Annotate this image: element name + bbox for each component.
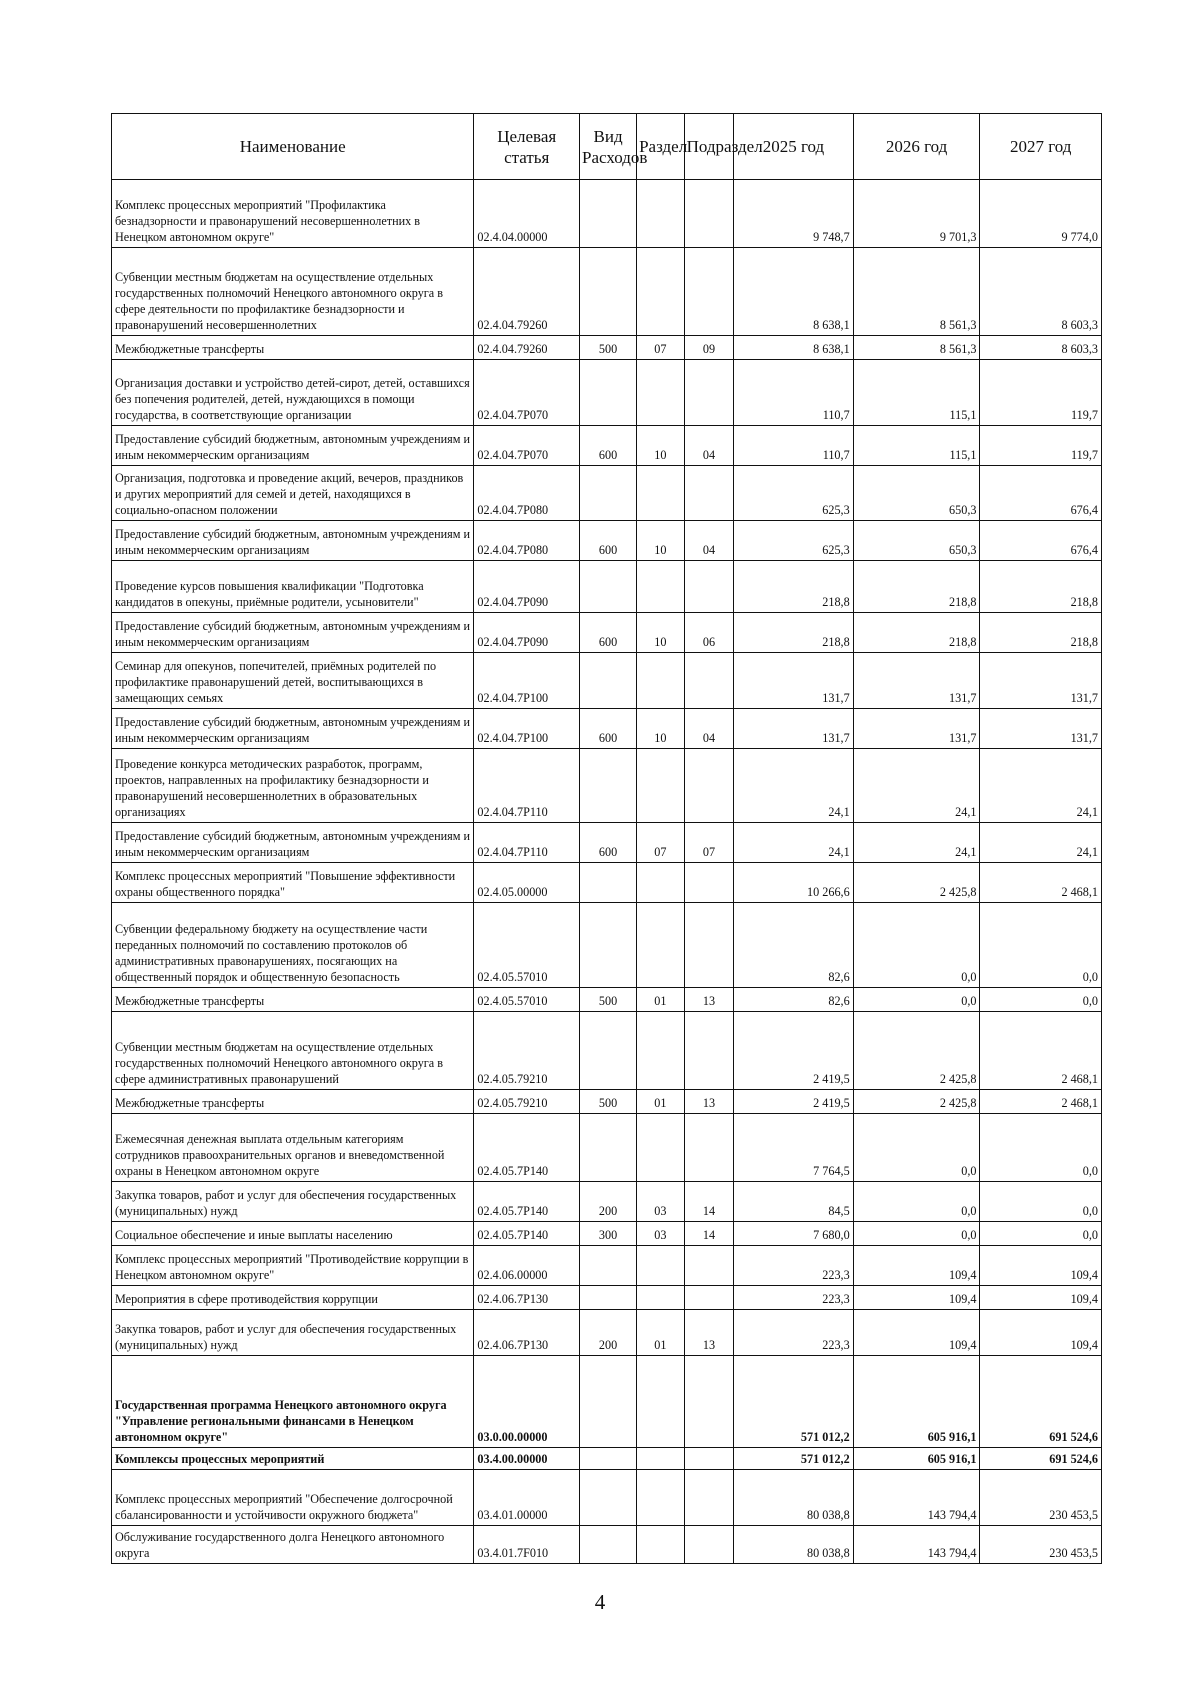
row-section <box>637 1012 685 1090</box>
row-kind: 500 <box>580 988 637 1012</box>
row-2025: 82,6 <box>734 988 853 1012</box>
row-section <box>637 749 685 823</box>
row-code: 02.4.05.7Р140 <box>474 1222 580 1246</box>
row-2025: 9 748,7 <box>734 180 853 248</box>
row-code: 03.0.00.00000 <box>474 1356 580 1448</box>
row-subsection <box>684 180 734 248</box>
row-2027: 0,0 <box>980 1182 1102 1222</box>
table-row <box>112 1222 1102 1246</box>
header-section: Раздел <box>637 114 685 180</box>
row-kind: 600 <box>580 426 637 466</box>
row-subsection <box>684 561 734 613</box>
table-row <box>112 1310 1102 1356</box>
table-row <box>112 988 1102 1012</box>
header-2027: 2027 год <box>980 114 1102 180</box>
row-kind <box>580 1114 637 1182</box>
row-name: Проведение курсов повышения квалификации "Подготовка кандидатов в опекуны, приёмные родители, усыновители" <box>112 561 474 613</box>
row-code: 02.4.05.79210 <box>474 1090 580 1114</box>
row-2026: 650,3 <box>853 466 980 521</box>
row-kind <box>580 1246 637 1286</box>
row-2027: 218,8 <box>980 561 1102 613</box>
row-name: Предоставление субсидий бюджетным, автономным учреждениям и иным некоммерческим организациям <box>112 823 474 863</box>
row-subsection <box>684 466 734 521</box>
row-name: Комплекс процессных мероприятий "Профилактика безнадзорности и правонарушений несовершеннолетних в Ненецком автономном округе" <box>112 180 474 248</box>
row-section: 10 <box>637 709 685 749</box>
row-2027: 9 774,0 <box>980 180 1102 248</box>
row-2026: 2 425,8 <box>853 1012 980 1090</box>
table-row <box>112 653 1102 709</box>
row-2025: 24,1 <box>734 823 853 863</box>
row-section <box>637 1286 685 1310</box>
row-section: 03 <box>637 1182 685 1222</box>
row-2027: 109,4 <box>980 1286 1102 1310</box>
row-2027: 0,0 <box>980 1222 1102 1246</box>
table-row <box>112 1090 1102 1114</box>
row-code: 02.4.04.7Р090 <box>474 561 580 613</box>
row-section <box>637 903 685 988</box>
row-section: 07 <box>637 336 685 360</box>
row-2026: 605 916,1 <box>853 1448 980 1470</box>
row-name: Межбюджетные трансферты <box>112 336 474 360</box>
row-section <box>637 248 685 336</box>
table-row <box>112 749 1102 823</box>
row-name: Закупка товаров, работ и услуг для обеспечения государственных (муниципальных) нужд <box>112 1182 474 1222</box>
row-section: 07 <box>637 823 685 863</box>
row-code: 02.4.05.57010 <box>474 903 580 988</box>
row-kind <box>580 561 637 613</box>
row-subsection: 07 <box>684 823 734 863</box>
row-kind: 500 <box>580 336 637 360</box>
row-section <box>637 180 685 248</box>
row-name: Организация, подготовка и проведение акций, вечеров, праздников и других мероприятий для семей и детей, находящихся в социально-опасном положении <box>112 466 474 521</box>
row-2027: 109,4 <box>980 1310 1102 1356</box>
row-2025: 223,3 <box>734 1286 853 1310</box>
row-code: 02.4.05.7Р140 <box>474 1182 580 1222</box>
row-2026: 8 561,3 <box>853 336 980 360</box>
row-kind <box>580 653 637 709</box>
row-section <box>637 1470 685 1526</box>
row-name: Организация доставки и устройство детей-сирот, детей, оставшихся без попечения родителей, детей, нуждающихся в помощи государства, в соответствующие организации <box>112 360 474 426</box>
row-code: 02.4.04.7Р080 <box>474 466 580 521</box>
row-subsection <box>684 1526 734 1564</box>
row-2027: 230 453,5 <box>980 1470 1102 1526</box>
row-kind <box>580 1286 637 1310</box>
row-2027: 2 468,1 <box>980 1090 1102 1114</box>
row-kind <box>580 360 637 426</box>
row-2027: 8 603,3 <box>980 336 1102 360</box>
table-row <box>112 1356 1102 1448</box>
row-kind <box>580 903 637 988</box>
header-2026: 2026 год <box>853 114 980 180</box>
row-name: Обслуживание государственного долга Ненецкого автономного округа <box>112 1526 474 1564</box>
row-subsection <box>684 1286 734 1310</box>
row-code: 02.4.06.7Р130 <box>474 1286 580 1310</box>
row-kind: 600 <box>580 613 637 653</box>
row-code: 02.4.06.7Р130 <box>474 1310 580 1356</box>
row-2027: 131,7 <box>980 653 1102 709</box>
row-2026: 218,8 <box>853 561 980 613</box>
row-2026: 0,0 <box>853 903 980 988</box>
row-subsection <box>684 1356 734 1448</box>
row-2027: 691 524,6 <box>980 1448 1102 1470</box>
row-kind <box>580 1526 637 1564</box>
row-code: 02.4.04.7Р110 <box>474 823 580 863</box>
row-code: 02.4.04.7Р090 <box>474 613 580 653</box>
row-code: 02.4.04.7Р110 <box>474 749 580 823</box>
row-2026: 0,0 <box>853 1222 980 1246</box>
row-2027: 2 468,1 <box>980 1012 1102 1090</box>
table-row <box>112 360 1102 426</box>
table-row <box>112 823 1102 863</box>
row-name: Ежемесячная денежная выплата отдельным категориям сотрудников правоохранительных органов и вневедомственной охраны в Ненецком автономном округе <box>112 1114 474 1182</box>
row-subsection: 14 <box>684 1222 734 1246</box>
row-subsection: 04 <box>684 426 734 466</box>
row-kind: 200 <box>580 1182 637 1222</box>
row-name: Субвенции местным бюджетам на осуществление отдельных государственных полномочий Ненецкого автономного округа в сфере деятельности по профилактике безнадзорности и правонарушений несовершеннолетних <box>112 248 474 336</box>
row-2026: 605 916,1 <box>853 1356 980 1448</box>
row-code: 02.4.04.79260 <box>474 336 580 360</box>
row-name: Предоставление субсидий бюджетным, автономным учреждениям и иным некоммерческим организациям <box>112 613 474 653</box>
row-2026: 0,0 <box>853 1182 980 1222</box>
header-row <box>112 114 1102 180</box>
row-subsection: 04 <box>684 521 734 561</box>
row-kind <box>580 863 637 903</box>
row-subsection <box>684 863 734 903</box>
row-subsection <box>684 653 734 709</box>
row-kind <box>580 248 637 336</box>
row-code: 02.4.04.79260 <box>474 248 580 336</box>
row-section: 10 <box>637 613 685 653</box>
row-section <box>637 561 685 613</box>
row-2026: 131,7 <box>853 709 980 749</box>
row-name: Предоставление субсидий бюджетным, автономным учреждениям и иным некоммерческим организациям <box>112 426 474 466</box>
row-2026: 24,1 <box>853 749 980 823</box>
table-row <box>112 613 1102 653</box>
row-subsection <box>684 903 734 988</box>
row-name: Комплексы процессных мероприятий <box>112 1448 474 1470</box>
row-2027: 218,8 <box>980 613 1102 653</box>
row-name: Социальное обеспечение и иные выплаты населению <box>112 1222 474 1246</box>
header-name: Наименование <box>112 114 474 180</box>
table-row <box>112 863 1102 903</box>
row-section: 01 <box>637 1310 685 1356</box>
row-2027: 676,4 <box>980 466 1102 521</box>
row-subsection: 13 <box>684 1090 734 1114</box>
row-subsection: 14 <box>684 1182 734 1222</box>
row-name: Закупка товаров, работ и услуг для обеспечения государственных (муниципальных) нужд <box>112 1310 474 1356</box>
row-kind: 200 <box>580 1310 637 1356</box>
row-2025: 625,3 <box>734 521 853 561</box>
row-2025: 24,1 <box>734 749 853 823</box>
header-kind: Вид Расходов <box>580 114 637 180</box>
row-2025: 7 680,0 <box>734 1222 853 1246</box>
row-2027: 131,7 <box>980 709 1102 749</box>
row-2026: 650,3 <box>853 521 980 561</box>
row-section <box>637 360 685 426</box>
row-code: 02.4.04.7Р100 <box>474 709 580 749</box>
row-2026: 8 561,3 <box>853 248 980 336</box>
row-2025: 7 764,5 <box>734 1114 853 1182</box>
row-2026: 115,1 <box>853 360 980 426</box>
row-code: 02.4.04.7Р080 <box>474 521 580 561</box>
row-2027: 0,0 <box>980 1114 1102 1182</box>
row-subsection <box>684 1470 734 1526</box>
row-2026: 131,7 <box>853 653 980 709</box>
row-2027: 230 453,5 <box>980 1526 1102 1564</box>
row-2025: 223,3 <box>734 1310 853 1356</box>
row-2026: 2 425,8 <box>853 1090 980 1114</box>
row-subsection: 09 <box>684 336 734 360</box>
row-2026: 143 794,4 <box>853 1470 980 1526</box>
row-section: 10 <box>637 521 685 561</box>
row-name: Комплекс процессных мероприятий "Повышение эффективности охраны общественного порядка" <box>112 863 474 903</box>
row-2026: 2 425,8 <box>853 863 980 903</box>
table-row <box>112 1286 1102 1310</box>
row-name: Проведение конкурса методических разработок, программ, проектов, направленных на профилактику безнадзорности и правонарушений несовершеннолетних в образовательных организациях <box>112 749 474 823</box>
row-2027: 676,4 <box>980 521 1102 561</box>
table-row <box>112 1114 1102 1182</box>
row-section <box>637 1246 685 1286</box>
row-name: Субвенции местным бюджетам на осуществление отдельных государственных полномочий Ненецкого автономного округа в сфере административных правонарушений <box>112 1012 474 1090</box>
row-section <box>637 1114 685 1182</box>
row-code: 02.4.04.00000 <box>474 180 580 248</box>
table-row <box>112 903 1102 988</box>
row-name: Субвенции федеральному бюджету на осуществление части переданных полномочий по составлению протоколов об административных правонарушениях, посягающих на общественный порядок и общественную безопасность <box>112 903 474 988</box>
row-2025: 218,8 <box>734 613 853 653</box>
row-subsection <box>684 1114 734 1182</box>
row-2027: 119,7 <box>980 360 1102 426</box>
row-2025: 110,7 <box>734 426 853 466</box>
row-2025: 10 266,6 <box>734 863 853 903</box>
row-subsection <box>684 749 734 823</box>
row-section <box>637 1448 685 1470</box>
row-2027: 0,0 <box>980 903 1102 988</box>
row-2027: 2 468,1 <box>980 863 1102 903</box>
row-2025: 2 419,5 <box>734 1090 853 1114</box>
table-row <box>112 521 1102 561</box>
row-section <box>637 466 685 521</box>
row-kind: 600 <box>580 823 637 863</box>
table-row <box>112 709 1102 749</box>
row-subsection: 13 <box>684 1310 734 1356</box>
row-2025: 223,3 <box>734 1246 853 1286</box>
row-subsection <box>684 1246 734 1286</box>
row-2025: 2 419,5 <box>734 1012 853 1090</box>
table-row <box>112 1470 1102 1526</box>
row-kind: 500 <box>580 1090 637 1114</box>
row-subsection <box>684 248 734 336</box>
row-2025: 84,5 <box>734 1182 853 1222</box>
row-2027: 8 603,3 <box>980 248 1102 336</box>
row-kind: 600 <box>580 709 637 749</box>
row-2026: 0,0 <box>853 1114 980 1182</box>
row-section <box>637 653 685 709</box>
row-name: Семинар для опекунов, попечителей, приёмных родителей по профилактике правонарушений детей, воспитывающихся в замещающих семьях <box>112 653 474 709</box>
table-row <box>112 1448 1102 1470</box>
row-2025: 8 638,1 <box>734 336 853 360</box>
row-2025: 571 012,2 <box>734 1356 853 1448</box>
row-subsection: 13 <box>684 988 734 1012</box>
row-name: Межбюджетные трансферты <box>112 1090 474 1114</box>
row-2026: 109,4 <box>853 1286 980 1310</box>
row-section: 01 <box>637 988 685 1012</box>
table-row <box>112 180 1102 248</box>
row-2025: 571 012,2 <box>734 1448 853 1470</box>
table-row <box>112 426 1102 466</box>
row-code: 03.4.00.00000 <box>474 1448 580 1470</box>
row-subsection: 06 <box>684 613 734 653</box>
row-code: 02.4.05.7Р140 <box>474 1114 580 1182</box>
table-row <box>112 336 1102 360</box>
row-2027: 0,0 <box>980 988 1102 1012</box>
row-2025: 80 038,8 <box>734 1526 853 1564</box>
row-kind <box>580 1470 637 1526</box>
row-code: 02.4.04.7Р100 <box>474 653 580 709</box>
row-section: 01 <box>637 1090 685 1114</box>
row-2026: 143 794,4 <box>853 1526 980 1564</box>
row-2027: 109,4 <box>980 1246 1102 1286</box>
row-2027: 119,7 <box>980 426 1102 466</box>
row-2026: 109,4 <box>853 1310 980 1356</box>
row-name: Государственная программа Ненецкого автономного округа "Управление региональными финансами в Ненецком автономном округе" <box>112 1356 474 1448</box>
table-row <box>112 466 1102 521</box>
row-code: 02.4.06.00000 <box>474 1246 580 1286</box>
row-section <box>637 863 685 903</box>
row-2026: 109,4 <box>853 1246 980 1286</box>
row-name: Мероприятия в сфере противодействия коррупции <box>112 1286 474 1310</box>
header-subsection: Подраздел <box>684 114 734 180</box>
row-code: 02.4.05.79210 <box>474 1012 580 1090</box>
row-2026: 115,1 <box>853 426 980 466</box>
row-2027: 691 524,6 <box>980 1356 1102 1448</box>
row-2025: 131,7 <box>734 709 853 749</box>
row-code: 02.4.05.00000 <box>474 863 580 903</box>
row-2025: 131,7 <box>734 653 853 709</box>
row-2026: 218,8 <box>853 613 980 653</box>
row-code: 02.4.04.7Р070 <box>474 360 580 426</box>
row-section <box>637 1356 685 1448</box>
header-target: Целевая статья <box>474 114 580 180</box>
header-2025: 2025 год <box>734 114 853 180</box>
table-row <box>112 1526 1102 1564</box>
row-name: Комплекс процессных мероприятий "Обеспечение долгосрочной сбалансированности и устойчивости окружного бюджета" <box>112 1470 474 1526</box>
row-kind <box>580 1012 637 1090</box>
row-subsection <box>684 1012 734 1090</box>
row-2025: 625,3 <box>734 466 853 521</box>
row-code: 02.4.05.57010 <box>474 988 580 1012</box>
row-2026: 9 701,3 <box>853 180 980 248</box>
table-row <box>112 1182 1102 1222</box>
row-name: Предоставление субсидий бюджетным, автономным учреждениям и иным некоммерческим организациям <box>112 709 474 749</box>
row-name: Предоставление субсидий бюджетным, автономным учреждениям и иным некоммерческим организациям <box>112 521 474 561</box>
row-2027: 24,1 <box>980 823 1102 863</box>
row-2025: 80 038,8 <box>734 1470 853 1526</box>
row-2027: 24,1 <box>980 749 1102 823</box>
row-kind <box>580 749 637 823</box>
row-kind: 600 <box>580 521 637 561</box>
row-name: Межбюджетные трансферты <box>112 988 474 1012</box>
row-section <box>637 1526 685 1564</box>
row-subsection: 04 <box>684 709 734 749</box>
page-number: 4 <box>594 1590 606 1614</box>
row-code: 03.4.01.7F010 <box>474 1526 580 1564</box>
row-kind: 300 <box>580 1222 637 1246</box>
budget-table <box>111 113 1102 1564</box>
table-row <box>112 561 1102 613</box>
row-section: 10 <box>637 426 685 466</box>
row-code: 02.4.04.7Р070 <box>474 426 580 466</box>
row-section: 03 <box>637 1222 685 1246</box>
row-subsection <box>684 360 734 426</box>
row-2025: 82,6 <box>734 903 853 988</box>
table-row <box>112 248 1102 336</box>
row-2025: 218,8 <box>734 561 853 613</box>
table-row <box>112 1246 1102 1286</box>
table-row <box>112 1012 1102 1090</box>
row-kind <box>580 1448 637 1470</box>
row-subsection <box>684 1448 734 1470</box>
row-name: Комплекс процессных мероприятий "Противодействие коррупции в Ненецком автономном округе" <box>112 1246 474 1286</box>
row-2025: 110,7 <box>734 360 853 426</box>
row-kind <box>580 180 637 248</box>
row-2026: 0,0 <box>853 988 980 1012</box>
row-kind <box>580 466 637 521</box>
row-2026: 24,1 <box>853 823 980 863</box>
row-kind <box>580 1356 637 1448</box>
row-2025: 8 638,1 <box>734 248 853 336</box>
row-code: 03.4.01.00000 <box>474 1470 580 1526</box>
